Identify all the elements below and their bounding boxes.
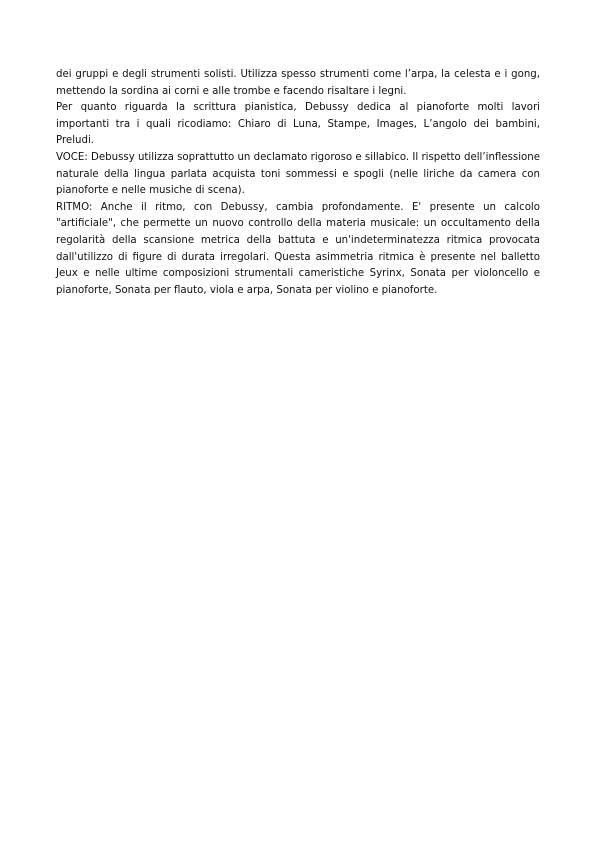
paragraph-orchestration: dei gruppi e degli strumenti solisti. Utilizza spesso strumenti come l’arpa, la celesta e i gong, mettendo la sordina ai corni e alle trombe e facendo risaltare i legni. bbox=[56, 69, 540, 97]
paragraph-piano-writing: Per quanto riguarda la scrittura pianistica, Debussy dedica al pianoforte molti lavori importanti tra i quali ricodiamo: Chiaro di Luna, Stampe, Images, L’angolo dei bambini, Preludi. bbox=[56, 102, 540, 147]
document-page bbox=[56, 67, 540, 299]
paragraph-ritmo: RITMO: Anche il ritmo, con Debussy, cambia profondamente. E' presente un calcolo "artificiale", che permette un nuovo controllo della materia musicale: un occultamento della regolarità della scansione metrica della battuta e un'indeterminatezza ritmica provocata dall'utilizzo di figure di durata irregolari. Questa asimmetria ritmica è presente nel balletto Jeux e nelle ultime composizioni strumentali cameristiche Syrinx, Sonata per violoncello e pianoforte, Sonata per flauto, viola e arpa, Sonata per violino e pianoforte. bbox=[56, 201, 540, 296]
paragraph-voce: VOCE: Debussy utilizza soprattutto un declamato rigoroso e sillabico. Il rispetto dell’inflessione naturale della lingua parlata acquista toni sommessi e spogli (nelle liriche da camera con pianoforte e nelle musiche di scena). bbox=[56, 151, 540, 197]
